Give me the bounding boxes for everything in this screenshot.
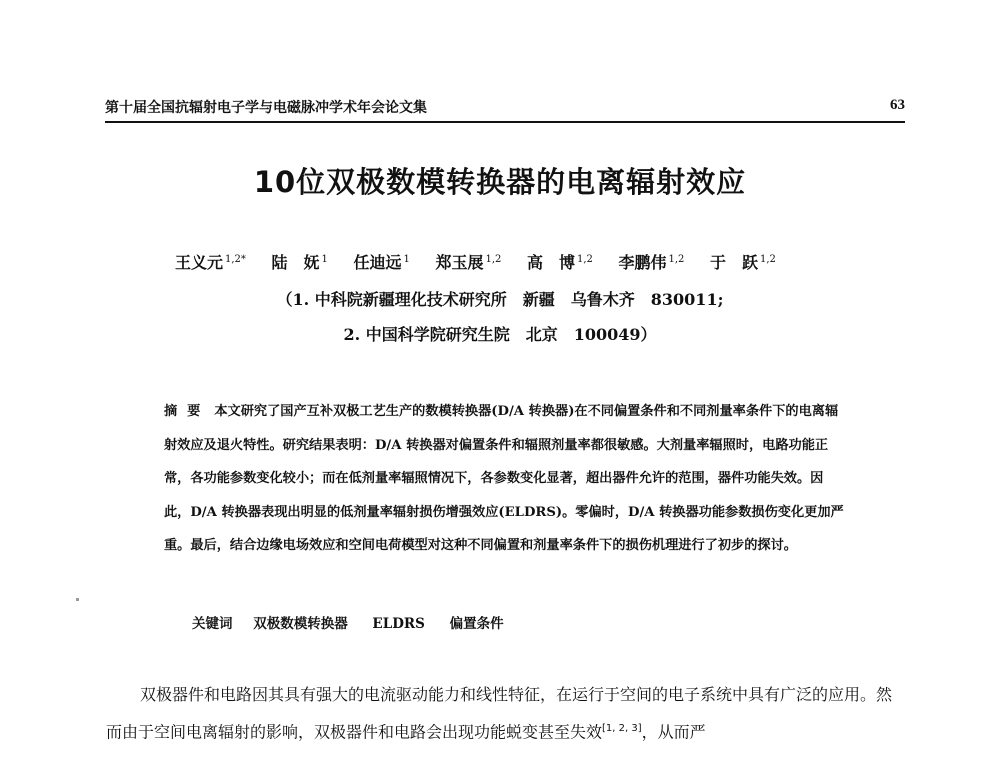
abstract-text: 本文研究了国产互补双极工艺生产的数模转换器(D/A 转换器)在不同偏置条件和不同剂量率条件下的电离辐射效应及退火特性。研究结果表明：D/A 转换器对偏置条件和辐照剂量率都很敏感。大剂量率辐照时，电路功能正常，各功能参数变化较小；而在低剂量率辐照情况下，各参数变化显著，超出器件允许的范围，器件功能失效。因此，D/A 转换器表现出明显的低剂量率辐射损伤增强效应(ELDRS)。零偏时，D/A 转换器功能参数损伤变化更加严重。最后，结合边缘电场效应和空间电荷模型对这种不同偏置和剂量率条件下的损伤机理进行了初步的探讨。 xyxy=(164,404,844,554)
author-affil-marker: 1,2* xyxy=(225,253,246,265)
body-paragraph xyxy=(106,678,904,749)
keyword: ELDRS xyxy=(372,616,425,632)
author-name: 郑玉展 xyxy=(435,253,484,272)
author-affil-marker: 1,2 xyxy=(759,253,776,265)
abstract xyxy=(164,395,844,563)
author-name: 任迪远 xyxy=(353,253,402,272)
author xyxy=(435,250,501,273)
body-text: 双极器件和电路因其具有强大的电流驱动能力和线性特征，在运行于空间的电子系统中具有广泛的应用。然而由于空间电离辐射的影响，双极器件和电路会出现功能蜕变甚至失效 xyxy=(106,685,893,742)
author-name: 于 跃 xyxy=(709,253,758,272)
paper-title: 10位双极数模转换器的电离辐射效应 xyxy=(253,165,747,199)
author xyxy=(710,250,776,273)
affiliation-line-1: （1. 中科院新疆理化技术研究所 新疆 乌鲁木齐 830011; xyxy=(276,290,724,309)
affiliation-line-2: 2. 中国科学院研究生院 北京 100049） xyxy=(343,325,657,344)
citation-marker: [1, 2, 3] xyxy=(602,723,642,734)
scan-speck xyxy=(76,598,79,601)
author-name: 陆 妩 xyxy=(271,253,320,272)
author-affil-marker: 1 xyxy=(321,253,328,265)
keywords-label: 关键词 xyxy=(192,616,233,632)
author-affil-marker: 1,2 xyxy=(576,253,593,265)
keyword: 偏置条件 xyxy=(449,616,504,632)
author xyxy=(618,250,684,273)
keyword: 双极数模转换器 xyxy=(253,616,348,632)
author-affil-marker: 1 xyxy=(403,253,410,265)
author xyxy=(272,250,328,273)
author-name: 王义元 xyxy=(175,253,224,272)
author xyxy=(353,250,409,273)
author-name: 李鹏伟 xyxy=(618,253,667,272)
keywords xyxy=(192,612,832,632)
abstract-label: 摘要 xyxy=(164,404,211,419)
author-affil-marker: 1,2 xyxy=(485,253,502,265)
running-header xyxy=(105,97,905,119)
author xyxy=(527,250,593,273)
page-number: 63 xyxy=(890,97,905,113)
journal-title: 第十届全国抗辐射电子学与电磁脉冲学术年会论文集 xyxy=(105,100,427,116)
author-affil-marker: 1,2 xyxy=(668,253,685,265)
author-list xyxy=(175,250,835,273)
header-rule xyxy=(105,121,905,123)
body-text-continued: ，从而严 xyxy=(641,722,706,742)
author xyxy=(175,250,246,273)
author-name: 高 博 xyxy=(526,253,575,272)
